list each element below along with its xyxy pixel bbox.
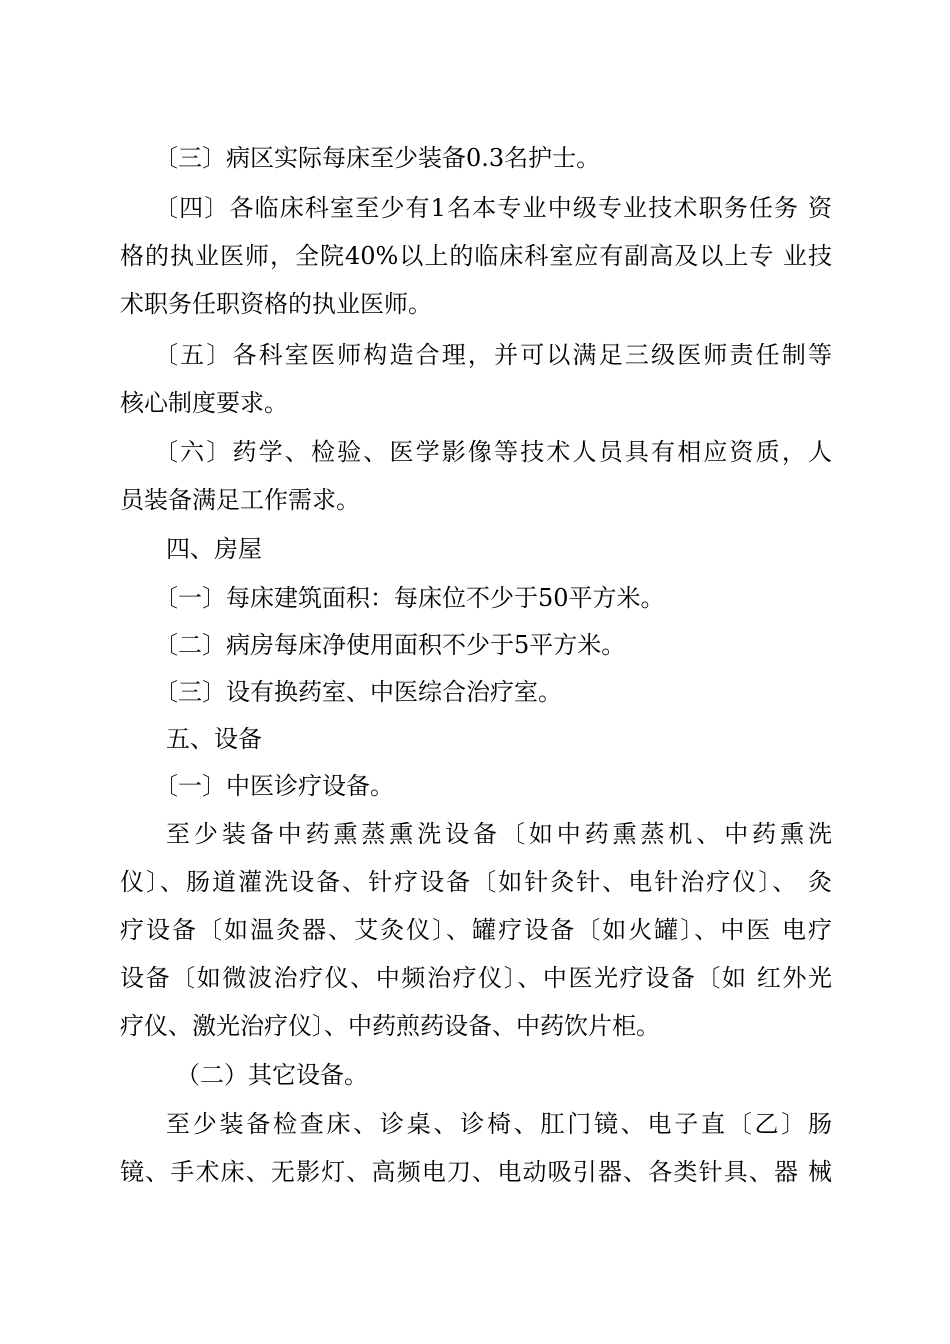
text-line: 〔一〕每床建筑面积：每床位不少于50平方米。 xyxy=(154,584,665,612)
text-line: 格的执业医师，全院40%以上的临床科室应有副高及以上专 业技 xyxy=(120,242,832,270)
text-line: 〔五〕各科室医师构造合理，并可以满足三级医师责任制等 xyxy=(154,341,832,369)
text-line: 至少装备检查床、诊桌、诊椅、肛门镜、电子直〔乙〕肠 xyxy=(166,1110,832,1138)
text-line: 核心制度要求。 xyxy=(120,389,288,417)
text-line: 〔二〕病房每床净使用面积不少于5平方米。 xyxy=(154,631,626,659)
text-line: 〔三〕设有换药室、中医综合治疗室。 xyxy=(154,678,562,706)
text-line: 设备〔如微波治疗仪、中频治疗仪〕、中医光疗设备〔如 红外光 xyxy=(120,964,832,992)
text-line: 疗设备〔如温灸器、艾灸仪〕、罐疗设备〔如火罐〕、中医 电疗 xyxy=(120,916,832,944)
text-line: 〔六〕药学、检验、医学影像等技术人员具有相应资质，人 xyxy=(154,438,832,466)
section-heading: 四、房屋 xyxy=(166,535,262,563)
text-line: 〔三〕病区实际每床至少装备0.3名护士。 xyxy=(154,144,601,172)
text-line: （二）其它设备。 xyxy=(176,1061,368,1089)
text-line: 仪〕、肠道灌洗设备、针疗设备〔如针灸针、电针治疗仪〕、 灸 xyxy=(120,868,832,896)
text-line: 〔四〕各临床科室至少有1名本专业中级专业技术职务任务 资 xyxy=(154,194,832,222)
text-line: 疗仪、激光治疗仪〕、中药煎药设备、中药饮片柜。 xyxy=(120,1012,660,1040)
text-line: 至少装备中药熏蒸熏洗设备〔如中药熏蒸机、中药熏洗 xyxy=(166,820,832,848)
text-line: 员装备满足工作需求。 xyxy=(120,486,360,514)
section-heading: 五、设备 xyxy=(166,725,262,753)
text-line: 〔一〕中医诊疗设备。 xyxy=(154,772,394,800)
text-line: 术职务任职资格的执业医师。 xyxy=(120,290,432,318)
text-line: 镜、手术床、无影灯、高频电刀、电动吸引器、各类针具、器 械 xyxy=(120,1158,832,1186)
